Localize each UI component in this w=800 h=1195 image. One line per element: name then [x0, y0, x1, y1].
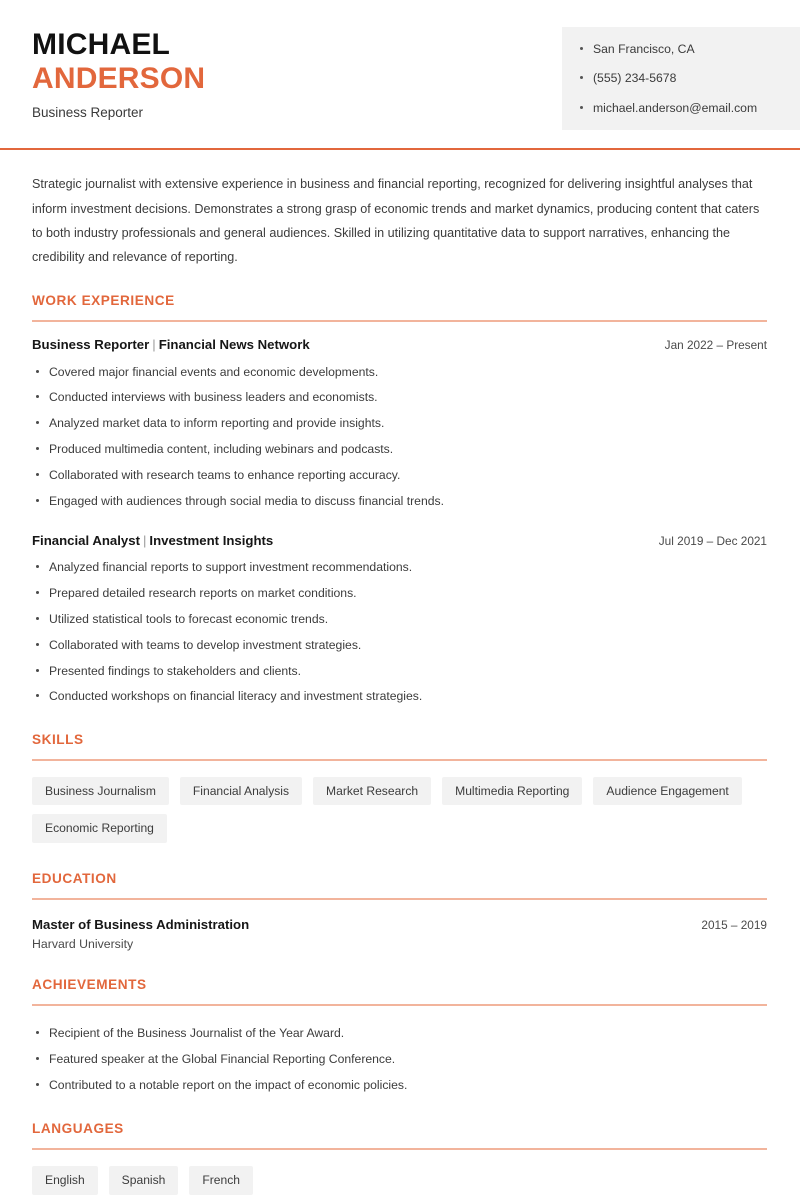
experience-title — [32, 336, 310, 354]
experience-role: Business Reporter — [32, 337, 150, 353]
language-chip: French — [189, 1166, 253, 1195]
experience-entry-head — [32, 336, 767, 354]
experience-entry — [32, 532, 767, 706]
list-item: Covered major financial events and economic developments. — [32, 363, 767, 381]
contact-email[interactable]: michael.anderson@email.com — [580, 100, 784, 116]
section-divider — [32, 1148, 767, 1150]
section-skills — [32, 732, 767, 843]
experience-bullets — [32, 363, 767, 510]
contact-list — [580, 41, 784, 116]
experience-date: Jan 2022 – Present — [664, 338, 767, 353]
education-entry — [32, 916, 767, 951]
title-separator: | — [152, 337, 156, 353]
list-item: Collaborated with teams to develop investment strategies. — [32, 636, 767, 654]
contact-box — [562, 27, 800, 130]
list-item: Contributed to a notable report on the impact of economic policies. — [32, 1076, 767, 1094]
first-name: MICHAEL — [32, 28, 171, 61]
section-languages — [32, 1121, 767, 1195]
experience-role: Financial Analyst — [32, 532, 140, 548]
education-degree: Master of Business Administration — [32, 916, 250, 932]
contact-phone[interactable]: (555) 234-5678 — [580, 70, 784, 86]
resume-header — [0, 0, 800, 130]
skill-chip: Financial Analysis — [180, 777, 302, 806]
skills-chip-list — [32, 777, 767, 843]
list-item: Collaborated with research teams to enhance reporting accuracy. — [32, 466, 767, 484]
skill-chip: Economic Reporting — [32, 814, 167, 843]
experience-entry — [32, 336, 767, 510]
language-chip: Spanish — [109, 1166, 179, 1195]
identity-block — [0, 22, 205, 120]
resume-content — [0, 172, 800, 1194]
achievements-list — [32, 1024, 767, 1094]
language-chip: English — [32, 1166, 98, 1195]
list-item: Conducted workshops on financial literacy and investment strategies. — [32, 687, 767, 705]
skill-chip: Multimedia Reporting — [442, 777, 582, 806]
experience-date: Jul 2019 – Dec 2021 — [658, 533, 767, 548]
section-divider — [32, 1004, 767, 1006]
section-divider — [32, 320, 767, 322]
list-item: Prepared detailed research reports on market conditions. — [32, 584, 767, 602]
headline-job-title: Business Reporter — [32, 105, 144, 121]
list-item: Produced multimedia content, including webinars and podcasts. — [32, 440, 767, 458]
section-title-skills: SKILLS — [32, 731, 84, 747]
contact-location: San Francisco, CA — [580, 41, 784, 57]
list-item: Analyzed financial reports to support investment recommendations. — [32, 558, 767, 576]
education-school: Harvard University — [32, 937, 134, 952]
list-item: Utilized statistical tools to forecast economic trends. — [32, 610, 767, 628]
skill-chip: Business Journalism — [32, 777, 169, 806]
title-separator: | — [142, 532, 147, 548]
section-work-experience — [32, 293, 767, 706]
full-name — [32, 28, 205, 95]
header-divider — [0, 148, 800, 150]
experience-company: Financial News Network — [158, 337, 310, 353]
section-achievements — [32, 977, 767, 1094]
professional-summary: Strategic journalist with extensive experience in business and financial reporting, recognized for delivering insightful analyses that inform investment decisions. Demonstrates a strong grasp of economic trends and market dynamics, producing content that caters to both industry professionals and general audiences. Skilled in utilizing quantitative data to support narratives, enhancing the credibility and relevance of reporting. — [32, 177, 760, 264]
skill-chip: Audience Engagement — [593, 777, 741, 806]
list-item: Engaged with audiences through social media to discuss financial trends. — [32, 492, 767, 510]
experience-entry-head — [32, 532, 767, 550]
section-education — [32, 871, 767, 951]
education-entry-head — [32, 916, 767, 934]
section-title-education: EDUCATION — [32, 870, 117, 886]
experience-company: Investment Insights — [149, 532, 274, 548]
section-title-languages: LANGUAGES — [32, 1121, 124, 1136]
list-item: Recipient of the Business Journalist of the Year Award. — [32, 1024, 767, 1042]
education-date: 2015 – 2019 — [701, 917, 767, 932]
last-name: ANDERSON — [32, 61, 206, 95]
experience-bullets — [32, 558, 767, 705]
list-item: Conducted interviews with business leaders and economists. — [32, 388, 767, 406]
list-item: Featured speaker at the Global Financial Reporting Conference. — [32, 1050, 767, 1068]
section-divider — [32, 898, 767, 900]
experience-title — [32, 532, 273, 550]
languages-chip-list — [32, 1166, 767, 1195]
list-item: Presented findings to stakeholders and clients. — [32, 662, 767, 680]
section-divider — [32, 759, 767, 761]
section-title-achievements: ACHIEVEMENTS — [32, 977, 147, 993]
list-item: Analyzed market data to inform reporting and provide insights. — [32, 414, 767, 432]
skill-chip: Market Research — [313, 777, 431, 806]
section-title-work-experience: WORK EXPERIENCE — [32, 293, 175, 309]
